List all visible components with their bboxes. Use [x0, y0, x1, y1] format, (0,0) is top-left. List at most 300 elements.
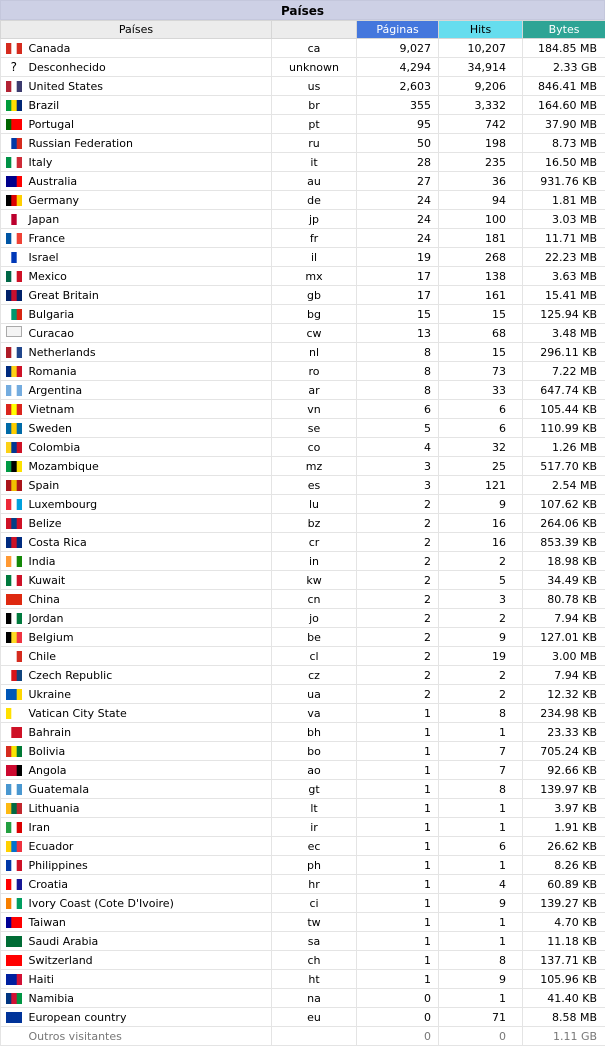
flag-cell — [1, 609, 27, 628]
table-row — [1, 305, 605, 324]
ecuador-flag-icon — [6, 840, 22, 853]
bytes-value: 3.63 MB — [523, 267, 605, 286]
flag-cell — [1, 210, 27, 229]
hits-value: 9 — [439, 495, 523, 514]
country-code: au — [272, 172, 357, 191]
lithuania-flag-icon — [6, 802, 22, 815]
table-row — [1, 742, 605, 761]
table-row — [1, 951, 605, 970]
table-row — [1, 989, 605, 1008]
table-row — [1, 704, 605, 723]
table-row — [1, 324, 605, 343]
bytes-value: 3.00 MB — [523, 647, 605, 666]
country-name: Desconhecido — [27, 58, 272, 77]
hits-value: 7 — [439, 761, 523, 780]
iran-flag-icon — [6, 821, 22, 834]
country-code: pt — [272, 115, 357, 134]
bytes-value: 705.24 KB — [523, 742, 605, 761]
sweden-flag-icon — [6, 422, 22, 435]
belize-flag-icon — [6, 517, 22, 530]
colombia-flag-icon — [6, 441, 22, 454]
costa-rica-flag-icon — [6, 536, 22, 549]
canada-flag-icon — [6, 42, 22, 55]
pages-value: 2 — [357, 628, 439, 647]
country-code: cz — [272, 666, 357, 685]
bytes-value: 41.40 KB — [523, 989, 605, 1008]
country-code: ca — [272, 39, 357, 58]
table-row — [1, 552, 605, 571]
pages-value: 1 — [357, 894, 439, 913]
hits-value: 268 — [439, 248, 523, 267]
country-name: Spain — [27, 476, 272, 495]
country-name: China — [27, 590, 272, 609]
bytes-value: 264.06 KB — [523, 514, 605, 533]
table-row — [1, 666, 605, 685]
kuwait-flag-icon — [6, 574, 22, 587]
taiwan-flag-icon — [6, 916, 22, 929]
pages-value: 24 — [357, 210, 439, 229]
bytes-value: 647.74 KB — [523, 381, 605, 400]
flag-cell — [1, 799, 27, 818]
bytes-value: 34.49 KB — [523, 571, 605, 590]
table-row — [1, 153, 605, 172]
flag-cell — [1, 419, 27, 438]
table-row — [1, 134, 605, 153]
uk-flag-icon — [6, 289, 22, 302]
table-row — [1, 894, 605, 913]
pages-value: 50 — [357, 134, 439, 153]
table-row — [1, 457, 605, 476]
table-row — [1, 58, 605, 77]
country-name: Mexico — [27, 267, 272, 286]
flag-cell — [1, 58, 27, 77]
country-code: in — [272, 552, 357, 571]
country-code: jo — [272, 609, 357, 628]
japan-flag-icon — [6, 213, 22, 226]
country-code — [272, 1027, 357, 1046]
bytes-value: 22.23 MB — [523, 248, 605, 267]
flag-cell — [1, 514, 27, 533]
flag-cell — [1, 780, 27, 799]
country-code: jp — [272, 210, 357, 229]
bytes-value: 11.71 MB — [523, 229, 605, 248]
spain-flag-icon — [6, 479, 22, 492]
table-row — [1, 856, 605, 875]
country-code: de — [272, 191, 357, 210]
hits-value: 3 — [439, 590, 523, 609]
table-row — [1, 419, 605, 438]
country-name: Vietnam — [27, 400, 272, 419]
hits-value: 9 — [439, 628, 523, 647]
bytes-value: 4.70 KB — [523, 913, 605, 932]
table-row-other-visitors — [1, 1027, 605, 1046]
country-code: lu — [272, 495, 357, 514]
flag-cell — [1, 951, 27, 970]
pages-value: 1 — [357, 818, 439, 837]
table-row — [1, 362, 605, 381]
table-row — [1, 172, 605, 191]
netherlands-flag-icon — [6, 346, 22, 359]
table-row — [1, 77, 605, 96]
table-row — [1, 932, 605, 951]
country-name: Great Britain — [27, 286, 272, 305]
country-name: Portugal — [27, 115, 272, 134]
table-row — [1, 818, 605, 837]
pages-value: 4,294 — [357, 58, 439, 77]
table-row — [1, 970, 605, 989]
pages-value: 1 — [357, 913, 439, 932]
bytes-value: 164.60 MB — [523, 96, 605, 115]
country-name: Ivory Coast (Cote D'Ivoire) — [27, 894, 272, 913]
bytes-value: 15.41 MB — [523, 286, 605, 305]
country-code: cr — [272, 533, 357, 552]
country-code: br — [272, 96, 357, 115]
vietnam-flag-icon — [6, 403, 22, 416]
pages-value: 17 — [357, 286, 439, 305]
country-code: tw — [272, 913, 357, 932]
bytes-value: 137.71 KB — [523, 951, 605, 970]
flag-cell — [1, 723, 27, 742]
bytes-value: 11.18 KB — [523, 932, 605, 951]
country-code: il — [272, 248, 357, 267]
hits-value: 6 — [439, 837, 523, 856]
hits-value: 15 — [439, 343, 523, 362]
country-name: Israel — [27, 248, 272, 267]
saudi-arabia-flag-icon — [6, 935, 22, 948]
bytes-value: 8.26 KB — [523, 856, 605, 875]
country-name: Jordan — [27, 609, 272, 628]
country-code: vn — [272, 400, 357, 419]
switzerland-flag-icon — [6, 954, 22, 967]
country-name: Italy — [27, 153, 272, 172]
country-name: Namibia — [27, 989, 272, 1008]
country-name: Angola — [27, 761, 272, 780]
eu-flag-icon — [6, 1011, 22, 1024]
country-code: ru — [272, 134, 357, 153]
hits-value: 19 — [439, 647, 523, 666]
hits-value: 2 — [439, 609, 523, 628]
country-name: Ukraine — [27, 685, 272, 704]
country-code: be — [272, 628, 357, 647]
flag-cell — [1, 913, 27, 932]
india-flag-icon — [6, 555, 22, 568]
flag-cell — [1, 875, 27, 894]
table-row — [1, 1008, 605, 1027]
hits-value: 2 — [439, 685, 523, 704]
pages-value: 2 — [357, 571, 439, 590]
country-code: na — [272, 989, 357, 1008]
country-name: Costa Rica — [27, 533, 272, 552]
bahrain-flag-icon — [6, 726, 22, 739]
bytes-value: 107.62 KB — [523, 495, 605, 514]
table-row — [1, 210, 605, 229]
pages-value: 2 — [357, 609, 439, 628]
country-code: nl — [272, 343, 357, 362]
hits-value: 7 — [439, 742, 523, 761]
hits-value: 742 — [439, 115, 523, 134]
country-name: United States — [27, 77, 272, 96]
hits-value: 68 — [439, 324, 523, 343]
bytes-value: 2.33 GB — [523, 58, 605, 77]
table-row — [1, 495, 605, 514]
bytes-value: 3.97 KB — [523, 799, 605, 818]
flag-cell — [1, 343, 27, 362]
country-name: Iran — [27, 818, 272, 837]
bytes-value: 18.98 KB — [523, 552, 605, 571]
header-bytes: Bytes — [523, 21, 605, 39]
country-name: European country — [27, 1008, 272, 1027]
hits-value: 100 — [439, 210, 523, 229]
flag-cell — [1, 1027, 27, 1046]
table-row — [1, 913, 605, 932]
pages-value: 24 — [357, 191, 439, 210]
bytes-value: 517.70 KB — [523, 457, 605, 476]
country-name: Philippines — [27, 856, 272, 875]
flag-cell — [1, 590, 27, 609]
pages-value: 3 — [357, 457, 439, 476]
flag-cell — [1, 381, 27, 400]
hits-value: 5 — [439, 571, 523, 590]
table-row — [1, 115, 605, 134]
bytes-value: 3.48 MB — [523, 324, 605, 343]
country-code: gt — [272, 780, 357, 799]
flag-cell — [1, 476, 27, 495]
pages-value: 8 — [357, 343, 439, 362]
country-code: gb — [272, 286, 357, 305]
pages-value: 2 — [357, 552, 439, 571]
table-row — [1, 400, 605, 419]
bytes-value: 16.50 MB — [523, 153, 605, 172]
bytes-value: 7.94 KB — [523, 609, 605, 628]
bytes-value: 7.94 KB — [523, 666, 605, 685]
bytes-value: 234.98 KB — [523, 704, 605, 723]
bytes-value: 846.41 MB — [523, 77, 605, 96]
country-code: ch — [272, 951, 357, 970]
country-name: Sweden — [27, 419, 272, 438]
country-name: Czech Republic — [27, 666, 272, 685]
bytes-value: 23.33 KB — [523, 723, 605, 742]
jordan-flag-icon — [6, 612, 22, 625]
pages-value: 2,603 — [357, 77, 439, 96]
country-name: Curacao — [27, 324, 272, 343]
bytes-value: 105.44 KB — [523, 400, 605, 419]
flag-cell — [1, 818, 27, 837]
bulgaria-flag-icon — [6, 308, 22, 321]
belgium-flag-icon — [6, 631, 22, 644]
russia-flag-icon — [6, 137, 22, 150]
country-name: Colombia — [27, 438, 272, 457]
pages-value: 1 — [357, 875, 439, 894]
country-name: Australia — [27, 172, 272, 191]
flag-cell — [1, 191, 27, 210]
hits-value: 34,914 — [439, 58, 523, 77]
hits-value: 4 — [439, 875, 523, 894]
country-code: cl — [272, 647, 357, 666]
pages-value: 3 — [357, 476, 439, 495]
namibia-flag-icon — [6, 992, 22, 1005]
pages-value: 5 — [357, 419, 439, 438]
france-flag-icon — [6, 232, 22, 245]
hits-value: 8 — [439, 951, 523, 970]
country-code: es — [272, 476, 357, 495]
hits-value: 6 — [439, 400, 523, 419]
hits-value: 8 — [439, 704, 523, 723]
flag-cell — [1, 932, 27, 951]
table-row — [1, 533, 605, 552]
pages-value: 2 — [357, 514, 439, 533]
flag-cell — [1, 989, 27, 1008]
flag-cell — [1, 438, 27, 457]
flag-cell — [1, 761, 27, 780]
italy-flag-icon — [6, 156, 22, 169]
table-row — [1, 837, 605, 856]
pages-value: 13 — [357, 324, 439, 343]
hits-value: 1 — [439, 799, 523, 818]
flag-cell — [1, 742, 27, 761]
table-row — [1, 875, 605, 894]
croatia-flag-icon — [6, 878, 22, 891]
hits-value: 121 — [439, 476, 523, 495]
bytes-value: 8.58 MB — [523, 1008, 605, 1027]
hits-value: 25 — [439, 457, 523, 476]
country-name: France — [27, 229, 272, 248]
haiti-flag-icon — [6, 973, 22, 986]
flag-cell — [1, 153, 27, 172]
bytes-value: 1.11 GB — [523, 1027, 605, 1046]
broken-image-icon — [6, 327, 22, 340]
table-row — [1, 476, 605, 495]
country-code: co — [272, 438, 357, 457]
bytes-value: 125.94 KB — [523, 305, 605, 324]
flag-cell — [1, 229, 27, 248]
table-body — [1, 39, 605, 1046]
pages-value: 1 — [357, 837, 439, 856]
country-name: Luxembourg — [27, 495, 272, 514]
country-code: mz — [272, 457, 357, 476]
philippines-flag-icon — [6, 859, 22, 872]
country-name: Germany — [27, 191, 272, 210]
table-row — [1, 229, 605, 248]
hits-value: 9,206 — [439, 77, 523, 96]
pages-value: 27 — [357, 172, 439, 191]
country-name: Haiti — [27, 970, 272, 989]
pages-value: 28 — [357, 153, 439, 172]
country-name: Lithuania — [27, 799, 272, 818]
country-name: Bolivia — [27, 742, 272, 761]
pages-value: 1 — [357, 742, 439, 761]
pages-value: 1 — [357, 723, 439, 742]
flag-cell — [1, 115, 27, 134]
pages-value: 1 — [357, 780, 439, 799]
country-code: bh — [272, 723, 357, 742]
table-row — [1, 685, 605, 704]
pages-value: 2 — [357, 647, 439, 666]
flag-cell — [1, 305, 27, 324]
country-name: Belize — [27, 514, 272, 533]
pages-value: 2 — [357, 533, 439, 552]
country-name: Russian Federation — [27, 134, 272, 153]
country-code: ht — [272, 970, 357, 989]
hits-value: 0 — [439, 1027, 523, 1046]
guatemala-flag-icon — [6, 783, 22, 796]
flag-cell — [1, 77, 27, 96]
flag-cell — [1, 571, 27, 590]
country-code: ro — [272, 362, 357, 381]
table-header-row — [1, 21, 605, 39]
bytes-value: 139.97 KB — [523, 780, 605, 799]
table-row — [1, 609, 605, 628]
table-row — [1, 514, 605, 533]
pages-value: 19 — [357, 248, 439, 267]
ukraine-flag-icon — [6, 688, 22, 701]
country-code: se — [272, 419, 357, 438]
pages-value: 6 — [357, 400, 439, 419]
country-code: ao — [272, 761, 357, 780]
bytes-value: 1.81 MB — [523, 191, 605, 210]
mozambique-flag-icon — [6, 460, 22, 473]
country-name: Switzerland — [27, 951, 272, 970]
flag-cell — [1, 172, 27, 191]
country-code: bg — [272, 305, 357, 324]
bytes-value: 37.90 MB — [523, 115, 605, 134]
country-code: ph — [272, 856, 357, 875]
pages-value: 2 — [357, 685, 439, 704]
country-name: Guatemala — [27, 780, 272, 799]
hits-value: 9 — [439, 894, 523, 913]
china-flag-icon — [6, 593, 22, 606]
bytes-value: 127.01 KB — [523, 628, 605, 647]
country-name: Croatia — [27, 875, 272, 894]
country-code: ec — [272, 837, 357, 856]
pages-value: 1 — [357, 704, 439, 723]
flag-cell — [1, 647, 27, 666]
country-name: Romania — [27, 362, 272, 381]
table-row — [1, 39, 605, 58]
hits-value: 235 — [439, 153, 523, 172]
us-flag-icon — [6, 80, 22, 93]
country-name: Vatican City State — [27, 704, 272, 723]
flag-cell — [1, 362, 27, 381]
pages-value: 1 — [357, 799, 439, 818]
brazil-flag-icon — [6, 99, 22, 112]
bytes-value: 12.32 KB — [523, 685, 605, 704]
bytes-value: 7.22 MB — [523, 362, 605, 381]
country-name: Brazil — [27, 96, 272, 115]
angola-flag-icon — [6, 764, 22, 777]
hits-value: 33 — [439, 381, 523, 400]
table-row — [1, 571, 605, 590]
header-code — [272, 21, 357, 39]
country-code: ar — [272, 381, 357, 400]
hits-value: 16 — [439, 533, 523, 552]
country-code: sa — [272, 932, 357, 951]
flag-cell — [1, 685, 27, 704]
hits-value: 6 — [439, 419, 523, 438]
australia-flag-icon — [6, 175, 22, 188]
table-row — [1, 191, 605, 210]
hits-value: 1 — [439, 856, 523, 875]
country-name: Canada — [27, 39, 272, 58]
country-name: Belgium — [27, 628, 272, 647]
hits-value: 2 — [439, 552, 523, 571]
unknown-flag-icon: ? — [10, 59, 17, 74]
bytes-value: 110.99 KB — [523, 419, 605, 438]
table-row — [1, 438, 605, 457]
pages-value: 1 — [357, 951, 439, 970]
table-row — [1, 343, 605, 362]
bytes-value: 931.76 KB — [523, 172, 605, 191]
other-visitors-label: Outros visitantes — [27, 1027, 272, 1046]
